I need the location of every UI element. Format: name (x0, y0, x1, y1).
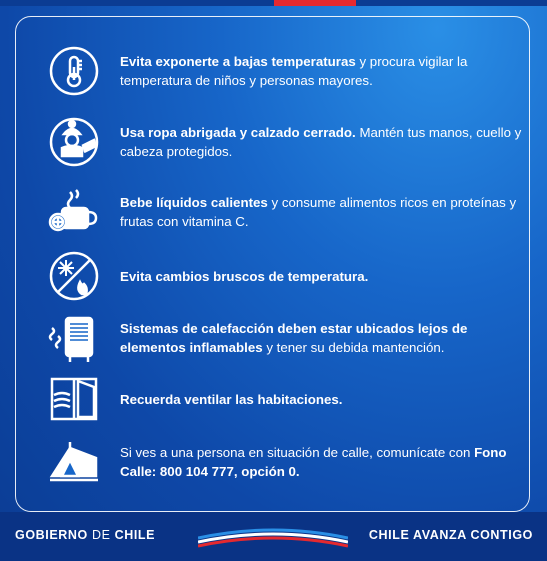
tip-row-4 (48, 250, 527, 302)
tip-row-6 (48, 373, 527, 425)
flag-red-segment (274, 0, 356, 6)
tip-text-4: Evita cambios bruscos de temperatura. (120, 268, 369, 284)
tip-text-6: Recuerda ventilar las habitaciones. (120, 391, 343, 407)
tip-text-3: Bebe líquidos calientes y consume alimentos ricos en proteínas y frutas con vitamina C. (120, 195, 517, 229)
top-flag-bar (0, 0, 547, 6)
tip-row-5 (48, 312, 527, 364)
tip-text-7: Si ves a una persona en situación de calle, comunícate con Fono Calle: 800 104 777, opción 0. (120, 445, 507, 479)
thermometer-icon (48, 45, 100, 97)
tip-row-7 (48, 436, 527, 488)
flag-swoosh-graphic (198, 524, 348, 550)
footer-bar (0, 512, 547, 561)
flag-blue-segment-right (356, 0, 547, 6)
tip-text-5: Sistemas de calefacción deben estar ubicados lejos de elementos inflamables y tener su debida mantención. (120, 321, 468, 355)
tip-row-2 (48, 116, 527, 168)
warm-clothing-icon (48, 116, 100, 168)
tip-text-2: Usa ropa abrigada y calzado cerrado. Mantén tus manos, cuello y cabeza protegidos. (120, 125, 522, 159)
tip-row-3 (48, 186, 527, 238)
no-temperature-change-icon (48, 250, 100, 302)
tip-text-1: Evita exponerte a bajas temperaturas y procura vigilar la temperatura de niños y personas mayores. (120, 54, 468, 88)
hot-drink-icon (48, 186, 100, 238)
tip-row-1 (48, 45, 527, 97)
chile-avanza-contigo-label: CHILE AVANZA CONTIGO (368, 528, 533, 542)
gobierno-de-chile-label: GOBIERNO DE CHILE (15, 528, 156, 542)
heater-icon (48, 312, 100, 364)
tent-icon (48, 436, 100, 488)
flag-blue-segment (0, 0, 274, 6)
ventilate-window-icon (48, 373, 100, 425)
